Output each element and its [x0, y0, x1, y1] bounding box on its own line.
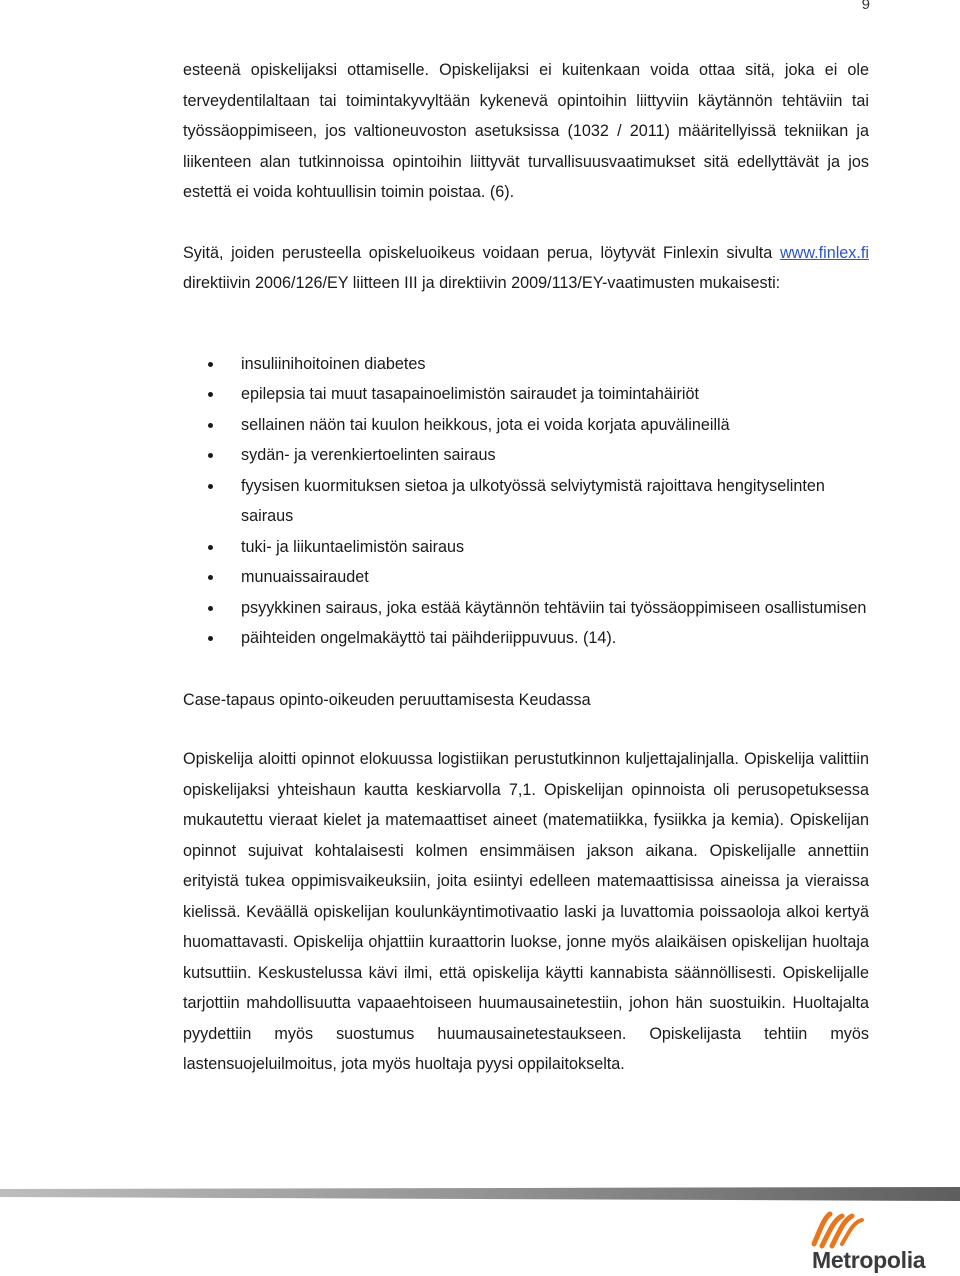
- list-item: fyysisen kuormituksen sietoa ja ulkotyössä selviytymistä rajoittava hengityselinten sairaus: [183, 471, 869, 532]
- logo-wordmark: Metropolia: [812, 1247, 926, 1273]
- list-item: sydän- ja verenkiertoelinten sairaus: [183, 440, 869, 471]
- footer-bar: [0, 1187, 960, 1201]
- paragraph: esteenä opiskelijaksi ottamiselle. Opiskelijaksi ei kuitenkaan voida ottaa sitä, joka ei ole terveydentilaltaan tai toimintakyvyltään kykenevä opintoihin liittyviin käytännön tehtäviin tai työssäoppimiseen, jos valtioneuvoston asetuksissa (1032 / 2011) määritellyissä tekniikan ja liikenteen alan tutkinnoissa opintoihin liittyvät turvallisuusvaatimukset sitä edellyttävät ja jos estettä ei voida kohtuullisin toimin poistaa. (6).: [183, 61, 869, 201]
- paragraph: Opiskelija aloitti opinnot elokuussa logistiikan perustutkinnon kuljettajalinjalla. Opiskelija valittiin opiskelijaksi yhteishaun kautta keskiarvolla 7,1. Opiskelijan opinnoista oli perusopetuksessa mukautettu vieraat kielet ja matemaattiset aineet (matematiikka, fysiikka ja kemia). Opiskelijan opinnot sujuivat kohtalaisesti kolmen ensimmäisen jakson aikana. Opiskelijalle annettiin erityistä tukea oppimisvaikeuksiin, joita esiintyi edelleen matemaattisissa aineissa ja vieraissa kielissä. Keväällä opiskelijan koulunkäyntimotivaatio laski ja luvattomia poissaoloja alkoi kertyä huomattavasti. Opiskelija ohjattiin kuraattorin luokse, jonne myös alaikäisen opiskelijan huoltaja kutsuttiin. Keskustelussa kävi ilmi, että opiskelija käytti kannabista säännöllisesti. Opiskelijalle tarjottiin mahdollisuutta vapaaehtoiseen huumausainetestiin, johon hän suostuikin. Huoltajalta pyydettiin myös suostumus huumausainetestaukseen. Opiskelijasta tehtiin myös lastensuojeluilmoitus, jota myös huoltaja pyysi oppilaitokselta.: [183, 750, 869, 1073]
- bullet-list: [183, 349, 869, 654]
- list-item: insuliinihoitoinen diabetes: [183, 349, 869, 380]
- list-item: psyykkinen sairaus, joka estää käytännön tehtäviin tai työssäoppimiseen osallistumisen: [183, 593, 869, 624]
- list-item: munuaissairaudet: [183, 562, 869, 593]
- document-body: [183, 55, 869, 1080]
- list-item: epilepsia tai muut tasapainoelimistön sairaudet ja toimintahäiriöt: [183, 379, 869, 410]
- page-number: 9: [861, 0, 870, 13]
- paragraph-finlex: [183, 238, 869, 299]
- list-item: päihteiden ongelmakäyttö tai päihderiippuvuus. (14).: [183, 623, 869, 654]
- section-heading: Case-tapaus opinto-oikeuden peruuttamisesta Keudassa: [183, 690, 591, 709]
- paragraph-text: Syitä, joiden perusteella opiskeluoikeus voidaan perua, löytyvät Finlexin sivulta: [183, 243, 780, 262]
- list-item: sellainen näön tai kuulon heikkous, jota ei voida korjata apuvälineillä: [183, 410, 869, 441]
- paragraph-text: direktiivin 2006/126/EY liitteen III ja direktiivin 2009/113/EY-vaatimusten mukaisesti:: [183, 274, 781, 292]
- list-item: tuki- ja liikuntaelimistön sairaus: [183, 532, 869, 563]
- finlex-link[interactable]: www.finlex.fi: [779, 243, 869, 262]
